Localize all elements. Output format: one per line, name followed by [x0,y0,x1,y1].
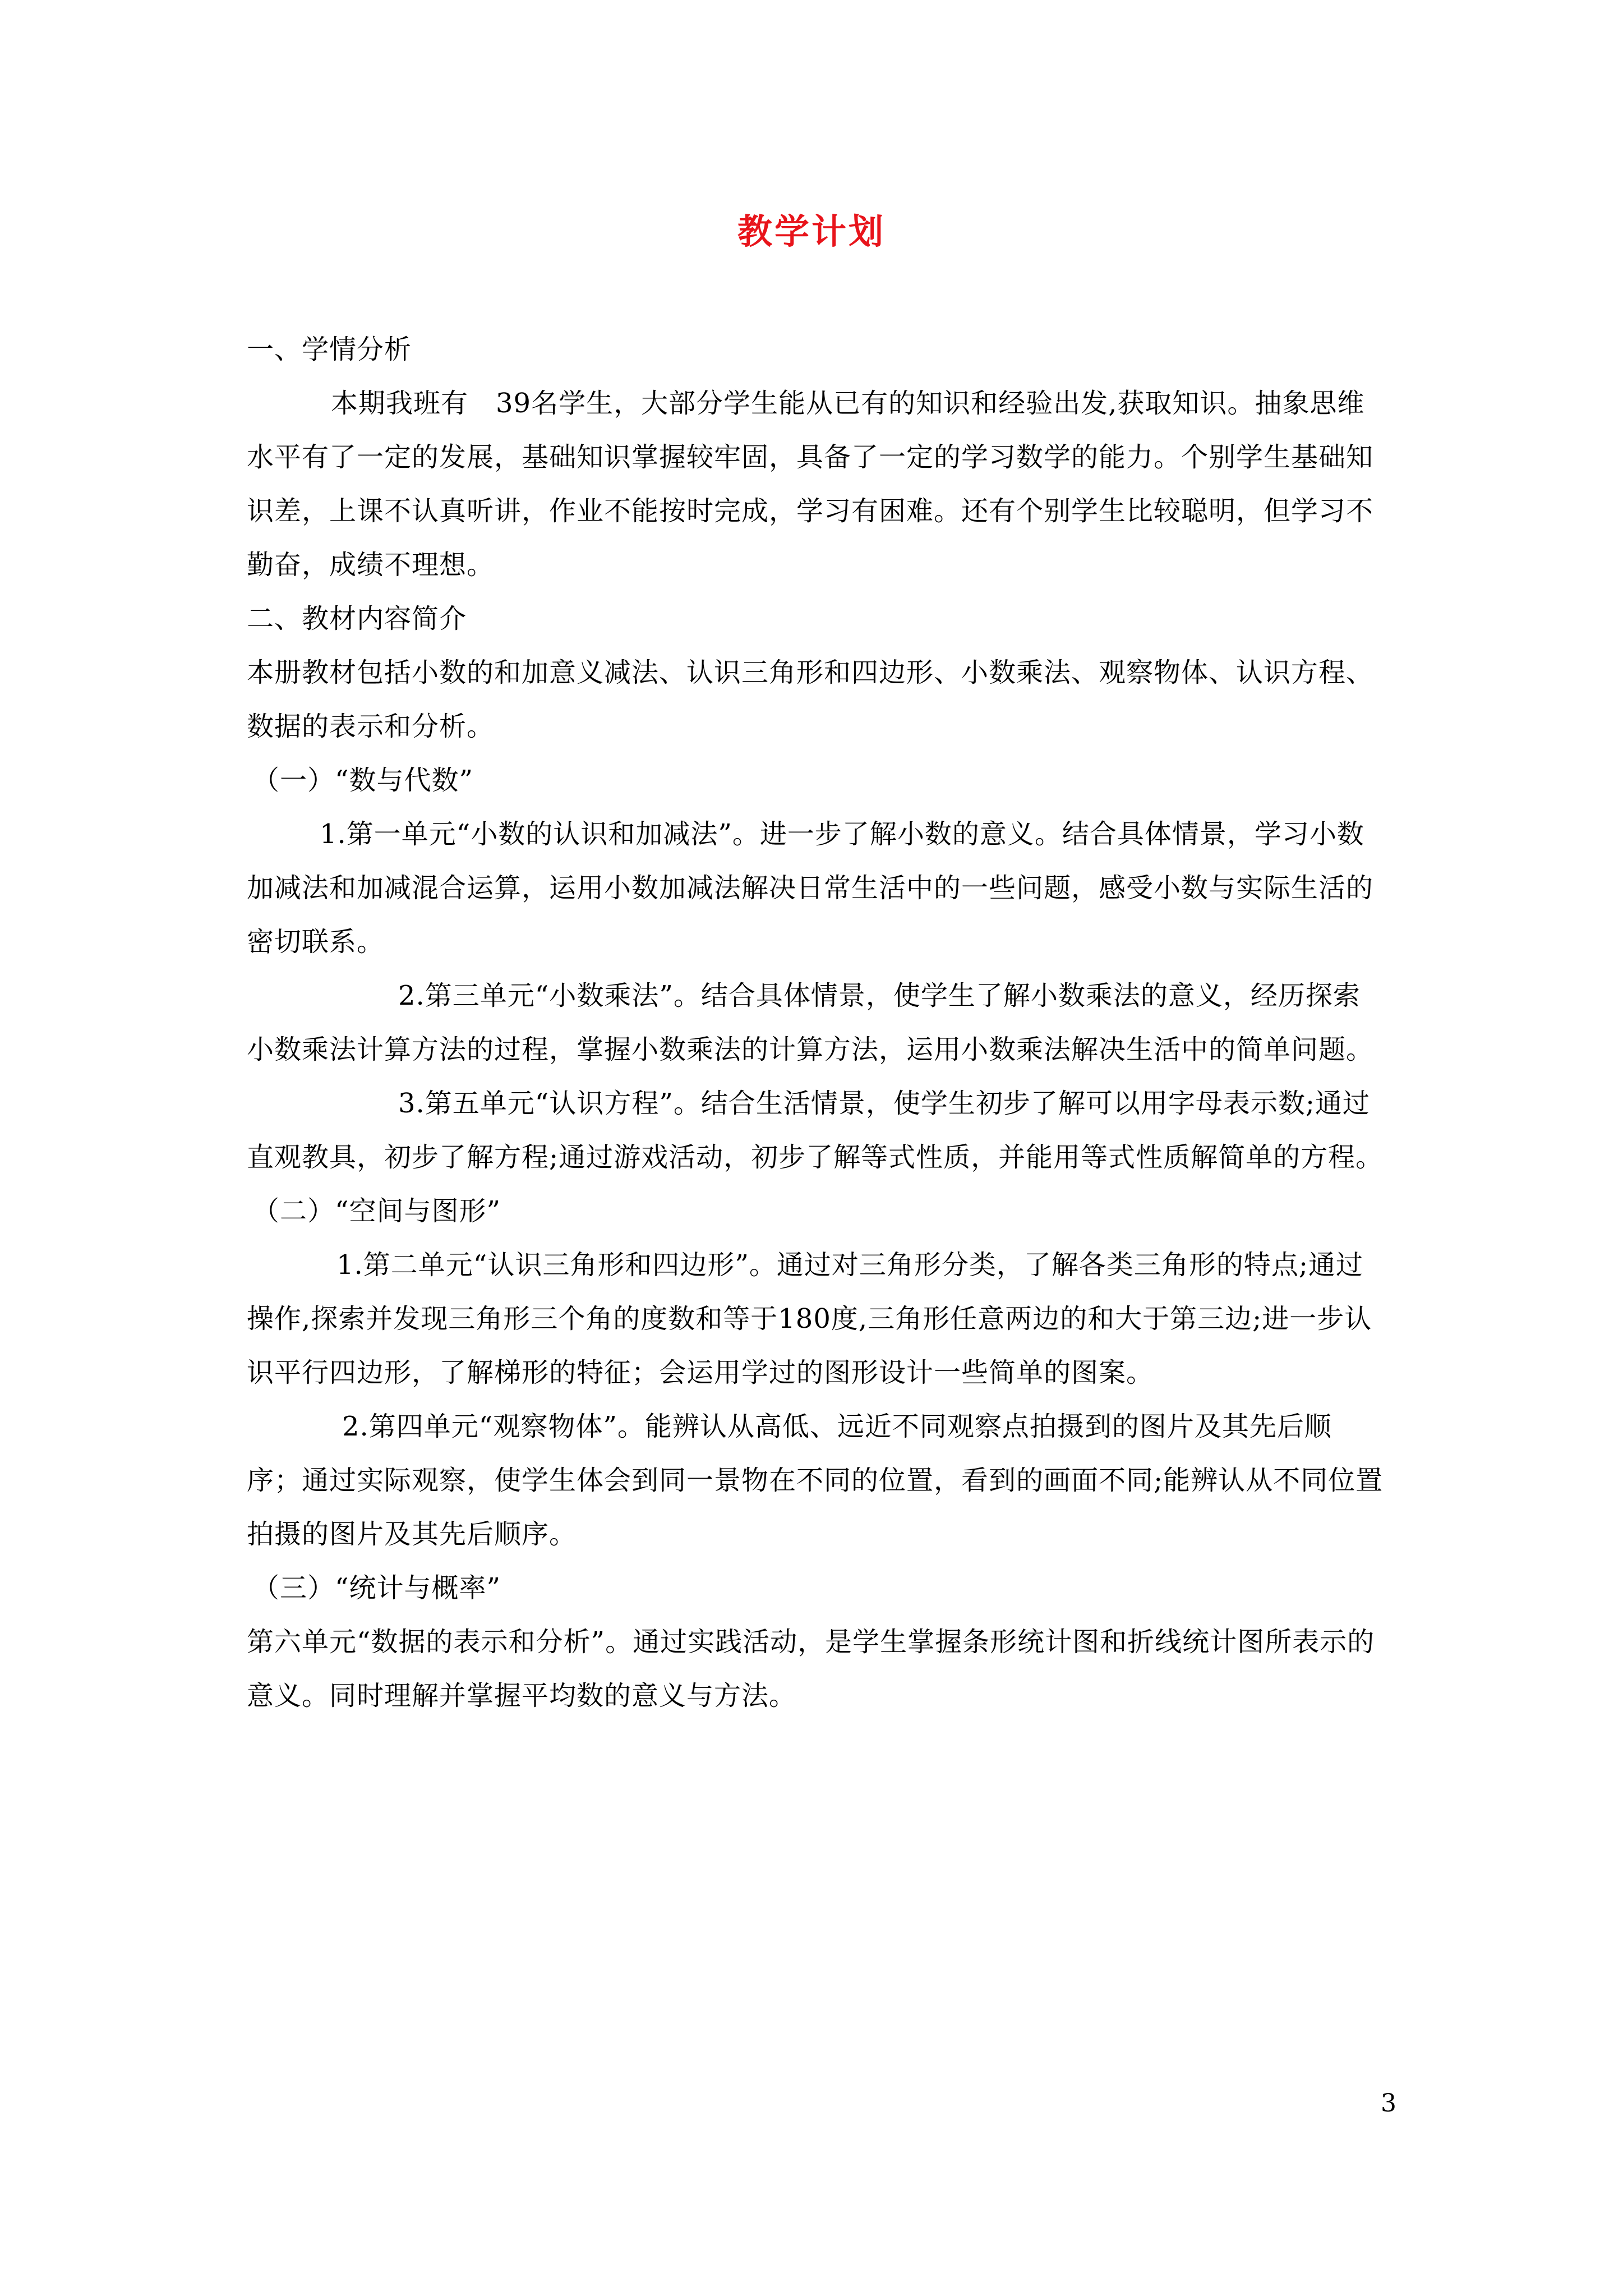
paragraph-unit-2: 1.第二单元“认识三角形和四边形”。通过对三角形分类，了解各类三角形的特点;通过操作,探索并发现三角形三个角的度数和等于180度,三角形任意两边的和大于第三边;进一步认识平行四边形，了解梯形的特征；会运用学过的图形设计一些简单的图案。 [247,1249,1372,1388]
paragraph-unit-4: 2.第四单元“观察物体”。能辨认从高低、远近不同观察点拍摄到的图片及其先后顺序；通过实际观察，使学生体会到同一景物在不同的位置，看到的画面不同;能辨认从不同位置拍摄的图片及其先后顺序。 [247,1411,1384,1550]
subsection-heading-statistics: （三）“统计与概率” [252,1572,501,1604]
section-heading-textbook-content: 二、教材内容简介 [247,603,467,634]
paragraph-textbook-content: 本册教材包括小数的和加意义减法、认识三角形和四边形、小数乘法、观察物体、认识方程、数据的表示和分析。 [247,657,1374,742]
paragraph-unit-1: 1.第一单元“小数的认识和加减法”。进一步了解小数的意义。结合具体情景，学习小数加减法和加减混合运算，运用小数加减法解决日常生活中的一些问题，感受小数与实际生活的密切联系。 [247,818,1374,958]
document-body [247,323,1385,1723]
paragraph-student-analysis: 本期我班有 39名学生，大部分学生能从已有的知识和经验出发,获取知识。抽象思维水平有了一定的发展，基础知识掌握较牢固，具备了一定的学习数学的能力。个别学生基础知识差，上课不认真听讲，作业不能按时完成，学习有困难。还有个别学生比较聪明，但学习不勤奋，成绩不理想。 [247,388,1374,581]
subsection-heading-space-shapes: （二）“空间与图形” [252,1195,501,1227]
page-number: 3 [1381,2089,1396,2118]
document-title: 教学计划 [737,211,886,252]
section-heading-student-analysis: 一、学情分析 [247,334,412,365]
subsection-heading-numbers-algebra: （一）“数与代数” [252,765,474,796]
paragraph-unit-3: 2.第三单元“小数乘法”。结合具体情景，使学生了解小数乘法的意义，经历探索小数乘法计算方法的过程，掌握小数乘法的计算方法，运用小数乘法解决生活中的简单问题。 [247,980,1374,1065]
paragraph-unit-5: 3.第五单元“认识方程”。结合生活情景，使学生初步了解可以用字母表示数;通过直观教具，初步了解方程;通过游戏活动，初步了解等式性质，并能用等式性质解简单的方程。 [247,1088,1384,1173]
paragraph-unit-6: 第六单元“数据的表示和分析”。通过实践活动，是学生掌握条形统计图和折线统计图所表示的意义。同时理解并掌握平均数的意义与方法。 [247,1626,1375,1711]
